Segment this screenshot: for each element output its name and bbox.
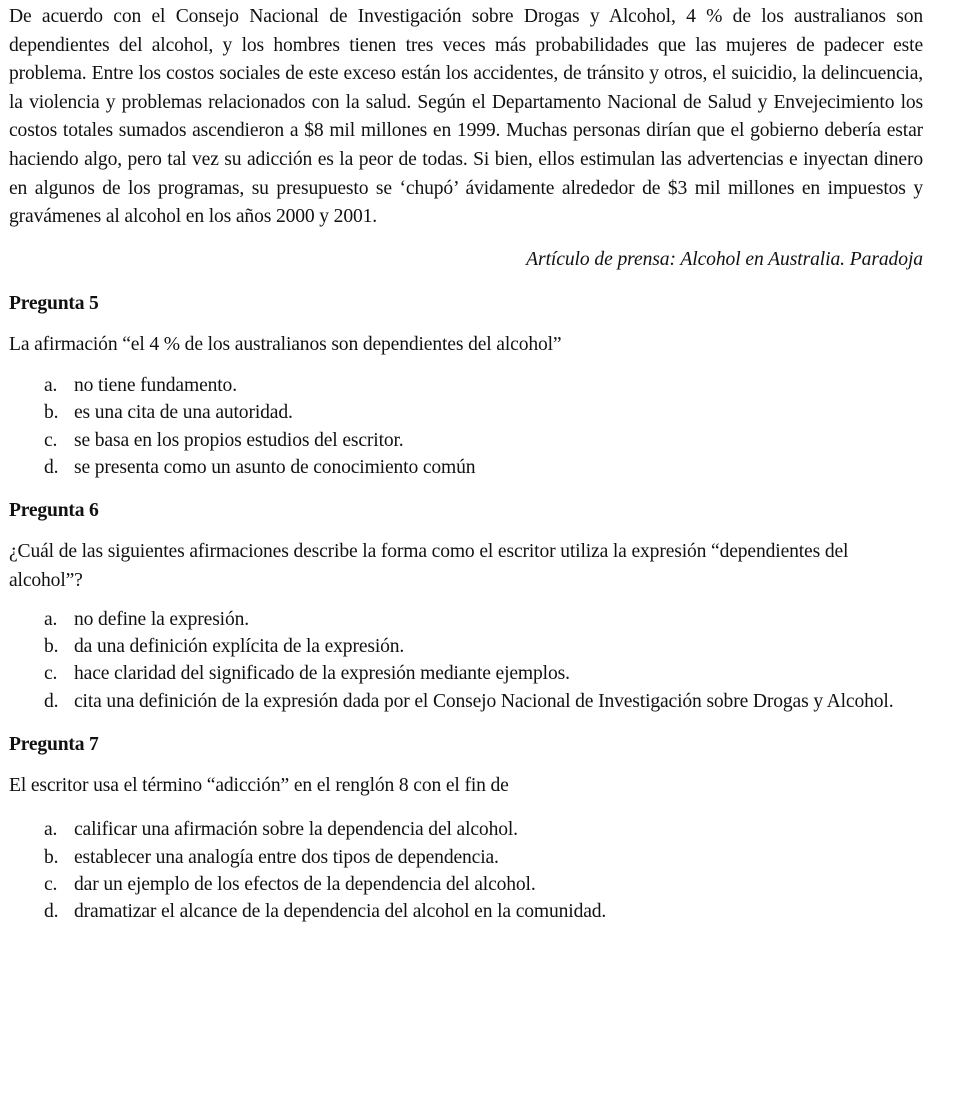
question-stem: La afirmación “el 4 % de los australianos son dependientes del alcohol”: [9, 333, 562, 355]
answer-option-b: [44, 633, 923, 660]
passage-source: Artículo de prensa: Alcohol en Australia. Paradoja: [526, 248, 923, 270]
option-letter: b.: [44, 402, 59, 424]
option-text: se basa en los propios estudios del escritor.: [74, 429, 404, 451]
option-text: hace claridad del significado de la expresión mediante ejemplos.: [74, 663, 570, 685]
answer-option-a: [44, 372, 923, 399]
question-stem: ¿Cuál de las siguientes afirmaciones describe la forma como el escritor utiliza la expresión “dependientes del alcohol”?: [9, 541, 849, 591]
option-text: cita una definición de la expresión dada por el Consejo Nacional de Investigación sobre Drogas y Alcohol.: [74, 690, 894, 712]
question-title: Pregunta 5: [9, 292, 99, 314]
option-text: da una definición explícita de la expresión.: [74, 636, 405, 658]
answer-option-d: [44, 688, 923, 715]
option-letter: c.: [44, 429, 58, 451]
option-text: se presenta como un asunto de conocimiento común: [74, 456, 476, 478]
reading-passage: De acuerdo con el Consejo Nacional de Investigación sobre Drogas y Alcohol, 4 % de los australianos son dependientes del alcohol, y los hombres tienen tres veces más probabilidades que las mujeres de padecer este problema. Entre los costos sociales de este exceso están los accidentes, de tránsito y otros, el suicidio, la delincuencia, la violencia y problemas relacionados con la salud. Según el Departamento Nacional de Salud y Envejecimiento los costos totales sumados ascendieron a $8 mil millones en 1999. Muchas personas dirían que el gobierno debería estar haciendo algo, pero tal vez su adicción es la peor de todas. Si bien, ellos estimulan las advertencias e inyectan dinero en algunos de los programas, su presupuesto se ‘chupó’ ávidamente alrededor de $3 mil millones en impuestos y gravámenes al alcohol en los años 2000 y 2001.: [9, 6, 923, 228]
option-letter: c.: [44, 873, 58, 895]
option-letter: c.: [44, 663, 58, 685]
option-letter: b.: [44, 636, 59, 658]
answer-options: [9, 606, 923, 715]
option-letter: b.: [44, 846, 59, 868]
question-stem: El escritor usa el término “adicción” en el renglón 8 con el fin de: [9, 774, 509, 796]
option-text: no tiene fundamento.: [74, 375, 237, 397]
option-text: calificar una afirmación sobre la dependencia del alcohol.: [74, 819, 518, 841]
option-text: dramatizar el alcance de la dependencia del alcohol en la comunidad.: [74, 900, 607, 922]
option-text: dar un ejemplo de los efectos de la dependencia del alcohol.: [74, 873, 536, 895]
option-letter: d.: [44, 900, 59, 922]
option-letter: a.: [44, 609, 58, 631]
answer-option-a: [44, 606, 923, 633]
answer-option-b: [44, 399, 923, 426]
question-title: Pregunta 7: [9, 733, 99, 755]
question-6: [9, 497, 923, 715]
answer-option-a: [44, 816, 923, 843]
option-letter: a.: [44, 819, 58, 841]
option-text: es una cita de una autoridad.: [74, 402, 293, 424]
question-5: [9, 290, 923, 481]
option-letter: d.: [44, 690, 59, 712]
answer-options: [9, 816, 923, 925]
answer-option-d: [44, 454, 923, 481]
answer-option-c: [44, 660, 923, 687]
option-text: no define la expresión.: [74, 609, 250, 631]
option-letter: a.: [44, 375, 58, 397]
answer-option-b: [44, 844, 923, 871]
answer-option-c: [44, 427, 923, 454]
option-letter: d.: [44, 456, 59, 478]
answer-option-d: [44, 898, 923, 925]
answer-options: [9, 372, 923, 481]
answer-option-c: [44, 871, 923, 898]
option-text: establecer una analogía entre dos tipos de dependencia.: [74, 846, 499, 868]
question-7: [9, 731, 923, 925]
question-title: Pregunta 6: [9, 500, 99, 522]
